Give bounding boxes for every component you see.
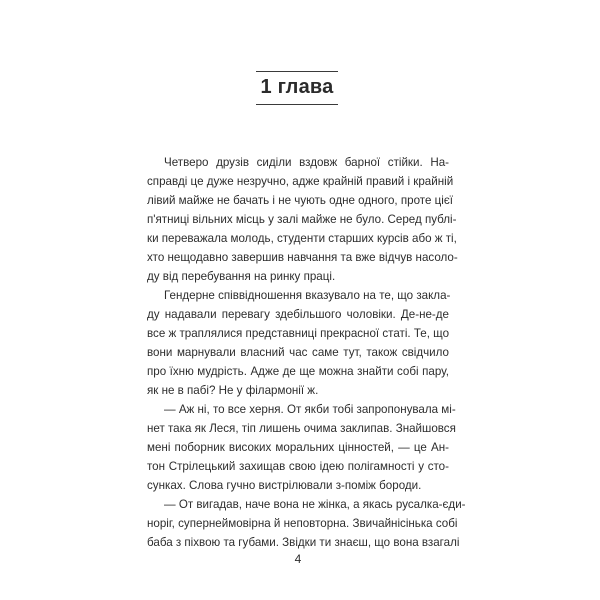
body-line: про їхню мудрість. Адже де ще можна знайти собі пару, bbox=[147, 365, 449, 378]
body-line: мені поборник високих моральних цінностей, — це Ан- bbox=[147, 441, 449, 454]
body-line: ду від перебування на ринку праці. bbox=[147, 270, 336, 283]
body-line: тон Стрілецький захищав свою ідею полігамності у сто- bbox=[147, 460, 449, 473]
chapter-title-bottom-rule bbox=[256, 104, 338, 105]
body-line: ки переважала молодь, студенти старших курсів або ж ті, bbox=[147, 232, 457, 245]
body-line: сунках. Слова гучно вистрілювали з-поміж бороди. bbox=[147, 479, 422, 492]
body-line: нет така як Леся, тіп лишень очима заклипав. Знайшовся bbox=[147, 422, 456, 435]
body-line: лівий майже не бачать і не чують одне одного, проте цієї bbox=[147, 194, 453, 207]
chapter-title-top-rule bbox=[256, 71, 338, 72]
chapter-title: 1 глава bbox=[260, 76, 334, 98]
body-line: Четверо друзів сиділи вздовж барної стійки. На- bbox=[164, 156, 449, 169]
body-line: вони марнували власний час саме тут, також свідчило bbox=[147, 346, 449, 359]
body-line: справді це дуже незручно, адже крайній правий і крайній bbox=[147, 175, 454, 188]
body-line: — Аж ні, то все херня. От якби тобі запропонувала мі- bbox=[164, 403, 456, 416]
body-line: як не в пабі? Не у філармонії ж. bbox=[147, 384, 319, 397]
body-line: — От вигадав, наче вона не жінка, а якась русалка-єди- bbox=[164, 498, 466, 511]
body-line: хто нещодавно завершив навчання та вже відчув насоло- bbox=[147, 251, 458, 264]
body-line: норіг, супернеймовірна й неповторна. Звичайнісінька собі bbox=[147, 517, 458, 530]
body-line: Гендерне співвідношення вказувало на те, що закла- bbox=[164, 289, 451, 302]
body-line: баба з піхвою та губами. Звідки ти знаєш, що вона взагалі bbox=[147, 536, 460, 549]
body-line: ду надавали перевагу здебільшого чоловіки. Де-не-де bbox=[147, 308, 449, 321]
body-line: п'ятниці вільних місць у залі майже не було. Серед публі- bbox=[147, 213, 457, 226]
page-number: 4 bbox=[294, 552, 302, 566]
body-line: все ж траплялися представниці прекрасної статі. Те, що bbox=[147, 327, 450, 340]
